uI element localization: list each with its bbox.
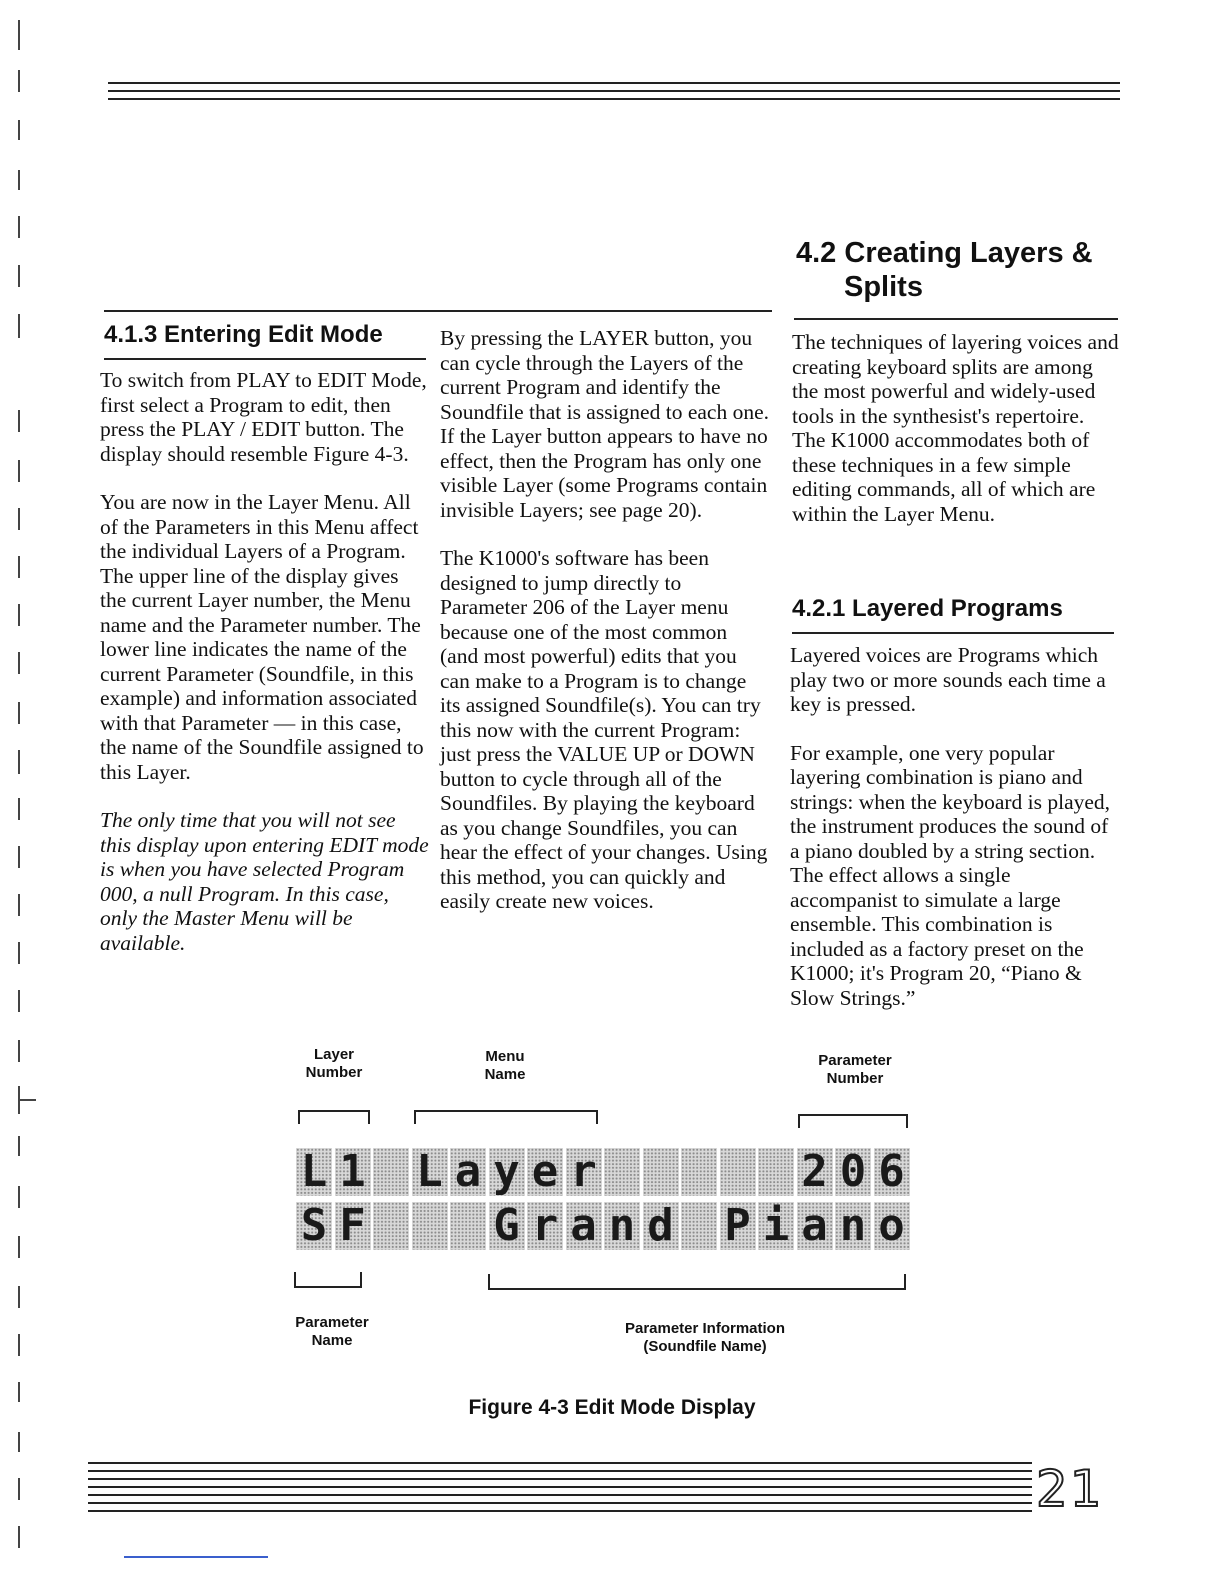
binding-edge-mark <box>18 894 20 916</box>
binding-edge-mark <box>18 1186 20 1208</box>
col1-note: The only time that you will not see this display upon entering EDIT mode is when you have selected Program 000, a null Program. In this case, only the Master Menu will be available. <box>100 808 429 955</box>
page-number: 21 <box>1036 1460 1104 1518</box>
lcd-char-cell <box>643 1148 679 1196</box>
lcd-char-cell <box>681 1202 717 1250</box>
lcd-char-cell: d <box>643 1202 679 1250</box>
binding-edge-mark <box>18 20 20 50</box>
binding-edge-mark <box>18 1478 20 1500</box>
label-layer-number: Layer Number <box>305 1046 363 1081</box>
binding-edge-mark <box>18 604 20 626</box>
binding-edge-mark <box>18 702 20 724</box>
lcd-char-cell <box>373 1148 409 1196</box>
footer-rule <box>88 1502 1032 1504</box>
section-heading-4-1-3: 4.1.3 Entering Edit Mode <box>104 321 383 348</box>
lcd-char-cell: L <box>296 1148 332 1196</box>
binding-edge-mark <box>18 265 20 287</box>
col1-paragraph: You are now in the Layer Menu. All of the Parameters in this Menu affect the individual Layers of a Program. The upper line of the display gives the current Layer number, the Menu name and the Parameter number. The lower line indicates the name of the current Parameter (Soundfile, in this example) and information associated with that Parameter — in this case, the name of the Soundfile assigned to this Layer. <box>100 490 424 784</box>
lcd-char-cell: 2 <box>797 1148 833 1196</box>
col2-paragraph: By pressing the LAYER button, you can cycle through the Layers of the current Program and identify the Soundfile that is assigned to each one. If the Layer button appears to have no effect, then the Program has only one visible Layer (some Programs contain invisible Layers; see page 20). <box>440 326 769 522</box>
lcd-char-cell: n <box>835 1202 871 1250</box>
section-heading-4-2 <box>796 236 1093 304</box>
binding-edge-mark <box>18 460 20 482</box>
bracket-menu-name <box>414 1110 598 1124</box>
column-2 <box>440 326 770 938</box>
binding-edge-mark <box>18 70 20 92</box>
lcd-char-cell: n <box>604 1202 640 1250</box>
lcd-char-cell: S <box>296 1202 332 1250</box>
bracket-layer-number <box>298 1110 370 1124</box>
lcd-char-cell: y <box>489 1148 525 1196</box>
header-rule <box>108 82 1120 84</box>
lcd-display <box>296 1148 910 1250</box>
lcd-char-cell: F <box>335 1202 371 1250</box>
binding-edge-mark <box>18 1432 20 1452</box>
bracket-parameter-name <box>294 1272 362 1288</box>
binding-edge-mark <box>18 942 20 964</box>
lcd-char-cell: e <box>527 1148 563 1196</box>
section-heading-4-2-1: 4.2.1 Layered Programs <box>792 595 1063 622</box>
lcd-char-cell <box>758 1148 794 1196</box>
header-rule <box>108 98 1120 100</box>
lcd-char-cell: a <box>450 1148 486 1196</box>
label-parameter-number: Parameter Number <box>818 1052 892 1087</box>
binding-edge-mark <box>18 750 20 774</box>
label-parameter-info-line1: Parameter Information <box>624 1320 786 1337</box>
column-3 <box>792 330 1122 550</box>
binding-tick <box>18 1099 36 1101</box>
section-divider <box>104 310 772 312</box>
col2-paragraph: The K1000's software has been designed to jump directly to Parameter 206 of the Layer menu because one of the most common (and most powerful) edits that you can make to a Program is to change its assigned Soundfile(s). You can try this now with the current Program: just press the VALUE UP or DOWN button to cycle through all of the Soundfiles. By playing the keyboard as you change Soundfiles, you can hear the effect of your changes. Using this method, you can quickly and easily create new voices. <box>440 546 768 913</box>
binding-edge-mark <box>18 1526 20 1548</box>
lcd-char-cell <box>720 1148 756 1196</box>
binding-edge-mark <box>18 798 20 820</box>
binding-edge-mark <box>18 1040 20 1062</box>
lcd-char-cell <box>373 1202 409 1250</box>
binding-edge-mark <box>18 314 20 338</box>
lcd-char-cell: a <box>566 1202 602 1250</box>
header-rule <box>108 90 1120 92</box>
column-1 <box>100 368 430 979</box>
binding-edge-mark <box>18 120 20 140</box>
binding-edge-mark <box>18 1236 20 1258</box>
footer-rule <box>88 1486 1032 1488</box>
binding-edge-mark <box>18 846 20 868</box>
section-divider <box>794 318 1118 320</box>
lcd-char-cell: 0 <box>835 1148 871 1196</box>
label-menu-name: Menu Name <box>484 1048 526 1083</box>
lcd-char-cell: o <box>874 1202 910 1250</box>
binding-edge-mark <box>18 170 20 190</box>
binding-edge-mark <box>18 990 20 1012</box>
col3-paragraph: The techniques of layering voices and creating keyboard splits are among the most powerful and widely-used tools in the synthesist's repertoire. The K1000 accommodates both of these techniques in a few simple editing commands, all of which are within the Layer Menu. <box>792 330 1119 526</box>
lcd-char-cell <box>450 1202 486 1250</box>
label-parameter-info-line2: (Soundfile Name) <box>643 1338 767 1355</box>
label-parameter-info <box>600 1320 810 1356</box>
heading-underline <box>104 358 426 360</box>
binding-edge-mark <box>18 652 20 674</box>
lcd-char-cell: 6 <box>874 1148 910 1196</box>
section-heading-4-2-line2: Splits <box>844 271 923 303</box>
lcd-char-cell <box>412 1202 448 1250</box>
col3-paragraph: For example, one very popular layering combination is piano and strings: when the keyboard is played, the instrument produces the sound of a piano doubled by a string section. The effect allows a single accompanist to simulate a large ensemble. This combination is included as a factory preset on the K1000; it's Program 20, “Piano & Slow Strings.” <box>790 740 1111 1010</box>
heading-underline <box>792 632 1114 634</box>
col1-paragraph: To switch from PLAY to EDIT Mode, first select a Program to edit, then press the PLAY / EDIT button. The display should resemble Figure 4-3. <box>100 368 427 466</box>
lcd-char-cell: r <box>527 1202 563 1250</box>
lcd-char-cell: r <box>566 1148 602 1196</box>
lcd-char-cell: P <box>720 1202 756 1250</box>
footer-rule <box>88 1510 1032 1512</box>
lcd-char-cell: 1 <box>335 1148 371 1196</box>
lcd-char-cell <box>604 1148 640 1196</box>
lcd-char-cell: L <box>412 1148 448 1196</box>
bracket-parameter-info <box>488 1274 906 1290</box>
section-heading-4-2-line1: 4.2 Creating Layers & <box>796 237 1093 269</box>
column-3-lower <box>790 643 1120 1034</box>
footer-underline <box>124 1556 268 1558</box>
binding-edge-mark <box>18 1334 20 1356</box>
lcd-char-cell: G <box>489 1202 525 1250</box>
figure-caption: Figure 4-3 Edit Mode Display <box>468 1396 756 1419</box>
footer-rule <box>88 1478 1032 1480</box>
binding-edge-mark <box>18 1286 20 1308</box>
footer-rule <box>88 1462 1032 1464</box>
binding-edge-mark <box>18 508 20 530</box>
label-parameter-name: Parameter Name <box>295 1314 369 1349</box>
bracket-parameter-number <box>798 1114 908 1128</box>
lcd-char-cell: a <box>797 1202 833 1250</box>
footer-rule <box>88 1470 1032 1472</box>
binding-edge-mark <box>18 410 20 432</box>
binding-edge-mark <box>18 216 20 238</box>
binding-edge-mark <box>18 1136 20 1156</box>
binding-edge-mark <box>18 556 20 578</box>
lcd-char-cell: i <box>758 1202 794 1250</box>
col3-paragraph: Layered voices are Programs which play two or more sounds each time a key is pressed. <box>790 643 1106 716</box>
lcd-char-cell <box>681 1148 717 1196</box>
footer-rule <box>88 1494 1032 1496</box>
